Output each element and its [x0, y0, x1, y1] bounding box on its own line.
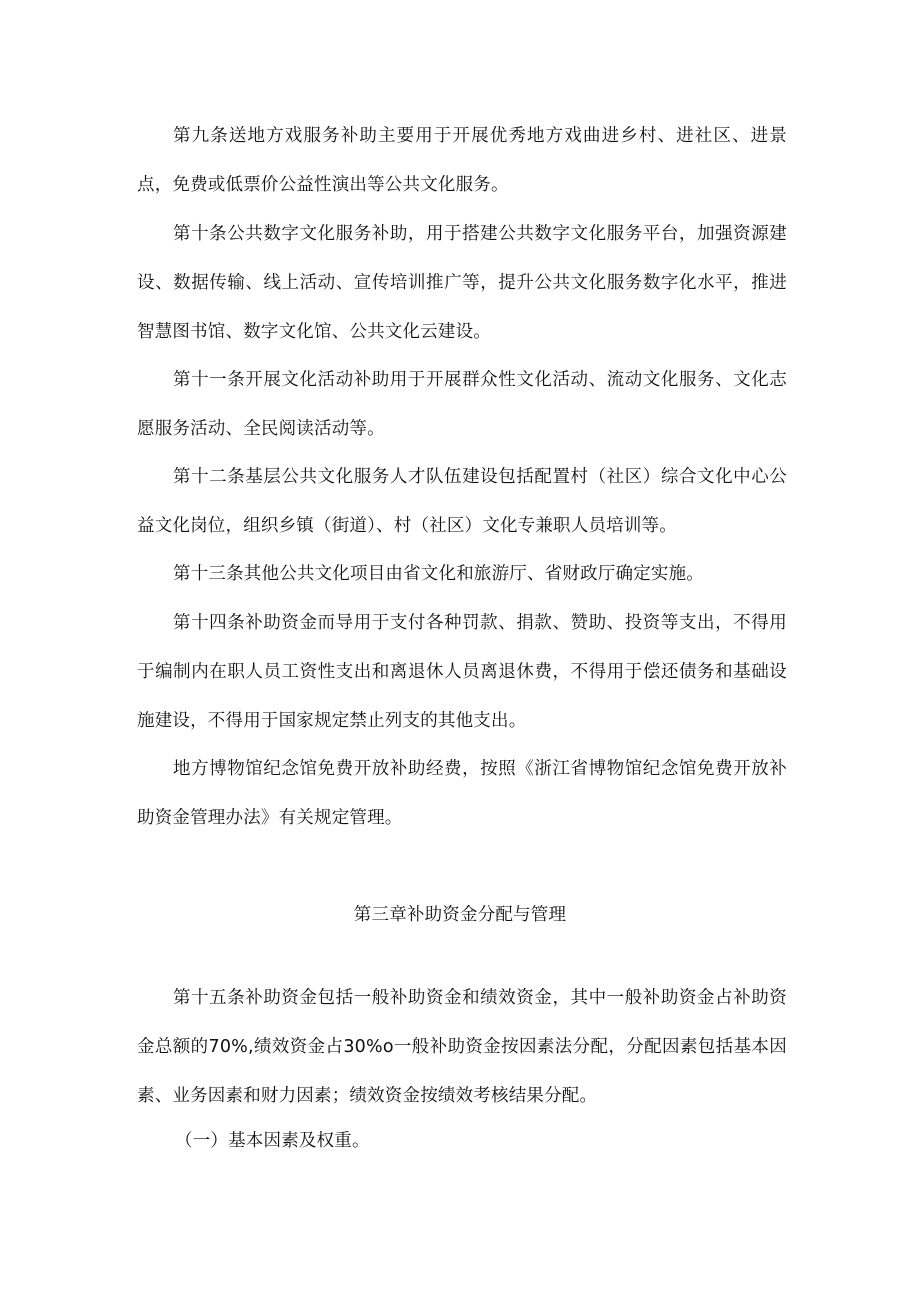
museum-note-paragraph: 地方博物馆纪念馆免费开放补助经费，按照《浙江省博物馆纪念馆免费开放补助资金管理办法》有关规定管理。: [137, 759, 787, 828]
item-1-heading: （一）基本因素及权重。: [175, 1131, 370, 1151]
article-14-paragraph: 第十四条补助资金而导用于支付各种罚款、捐款、赞助、投资等支出，不得用于编制内在职人员工资性支出和离退休人员离退休费，不得用于偿还债务和基础设施建设，不得用于国家规定禁止列支的其他支出。: [137, 613, 787, 731]
article-13-paragraph: 第十三条其他公共文化项目由省文化和旅游厅、省财政厅确定实施。: [173, 564, 704, 584]
article-10-paragraph: 第十条公共数字文化服务补助，用于搭建公共数字文化服务平台，加强资源建设、数据传输、线上活动、宣传培训推广等，提升公共文化服务数字化水平，推进智慧图书馆、数字文化馆、公共文化云建设。: [137, 224, 787, 342]
article-11-paragraph: 第十一条开展文化活动补助用于开展群众性文化活动、流动文化服务、文化志愿服务活动、全民阅读活动等。: [137, 370, 787, 439]
chapter-3-title: 第三章补助资金分配与管理: [353, 905, 567, 925]
article-12-paragraph: 第十二条基层公共文化服务人才队伍建设包括配置村（社区）综合文化中心公益文化岗位，组织乡镇（街道）、村（社区）文化专兼职人员培训等。: [137, 467, 787, 536]
article-9-paragraph: 第九条送地方戏服务补助主要用于开展优秀地方戏曲进乡村、进社区、进景点，免费或低票价公益性演出等公共文化服务。: [137, 126, 787, 195]
article-15-paragraph: 第十五条补助资金包括一般补助资金和绩效资金，其中一般补助资金占补助资金总额的70%,绩效资金占30%o一般补助资金按因素法分配，分配因素包括基本因素、业务因素和财力因素；绩效资金按绩效考核结果分配。: [137, 988, 787, 1106]
